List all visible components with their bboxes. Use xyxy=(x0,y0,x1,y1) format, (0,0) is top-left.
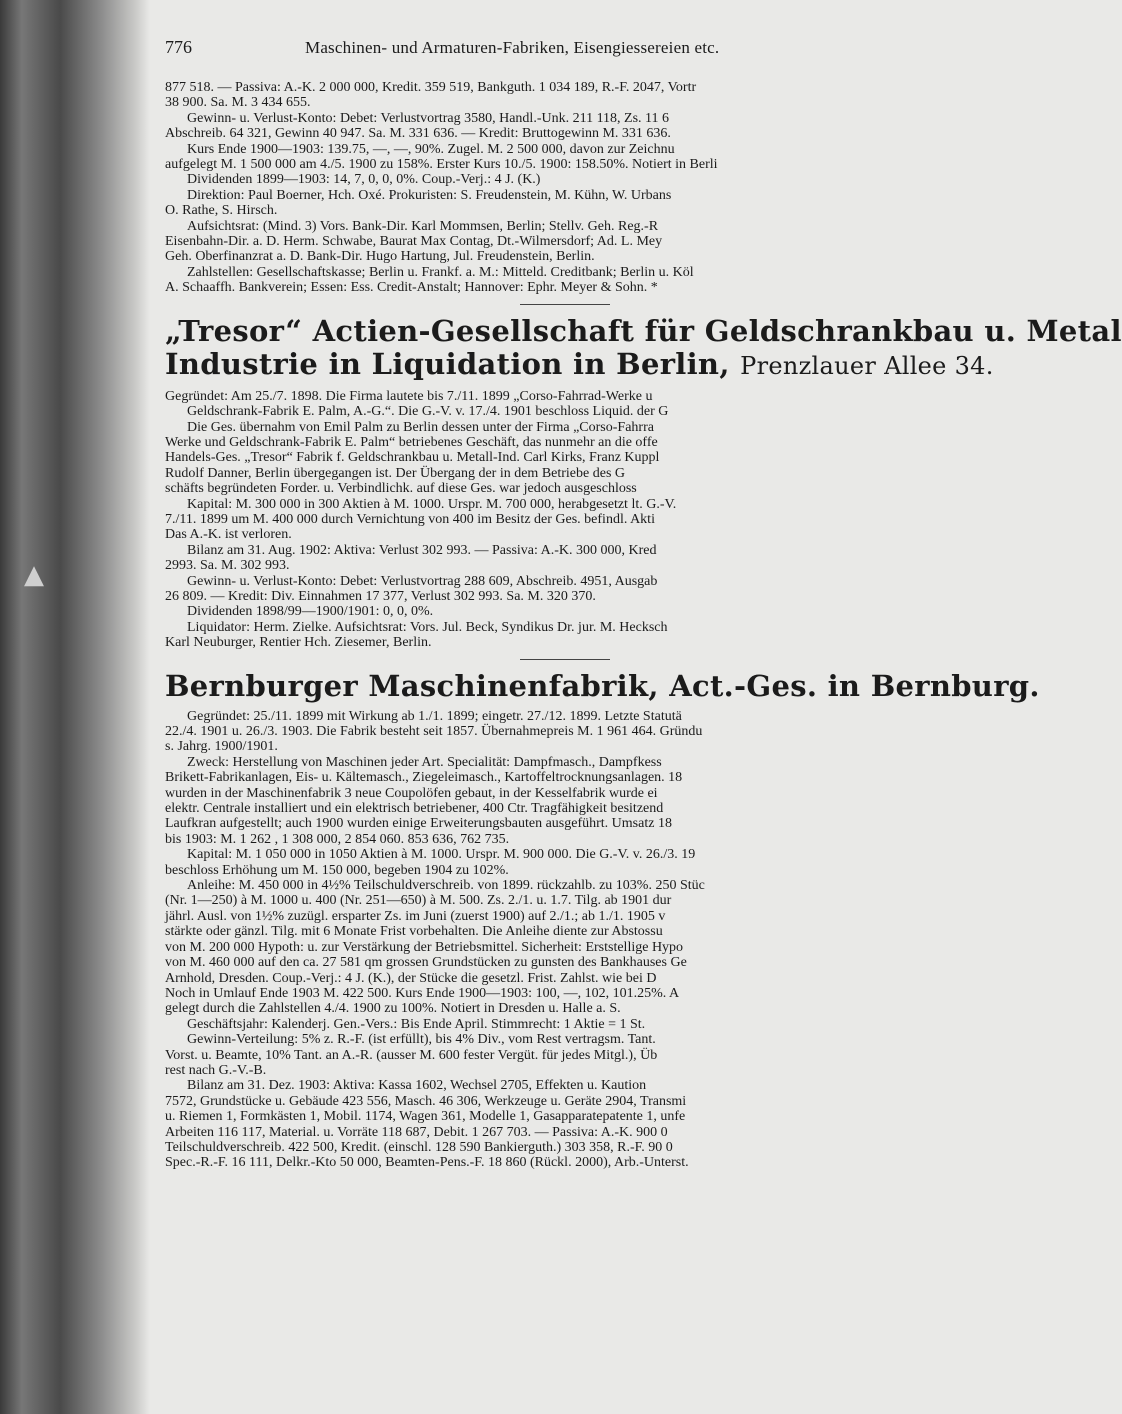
text-line: 26 809. — Kredit: Div. Einnahmen 17 377, Verlust 302 993. Sa. M. 320 370. xyxy=(165,588,596,604)
text-line: 22./4. 1901 u. 26./3. 1903. Die Fabrik besteht seit 1857. Übernahmepreis M. 1 961 464. Gründu xyxy=(165,724,703,739)
page-number: 776 xyxy=(165,37,192,57)
text-line: Die Ges. übernahm von Emil Palm zu Berlin dessen unter der Firma „Corso-Fahrra xyxy=(187,419,654,435)
text-line: Bilanz am 31. Dez. 1903: Aktiva: Kassa 1602, Wechsel 2705, Effekten u. Kaution xyxy=(187,1078,647,1094)
text-line: Werke und Geldschrank-Fabrik E. Palm“ betriebenes Geschäft, das nunmehr an die offe xyxy=(165,434,658,450)
text-line: 7./11. 1899 um M. 400 000 durch Vernichtung von 400 im Besitz der Ges. befindl. Akti xyxy=(165,511,655,527)
text-line: u. Riemen 1, Formkästen 1, Mobil. 1174, Wagen 361, Modelle 1, Gasapparatepatente 1, unfe xyxy=(165,1109,686,1125)
text-line: Zahlstellen: Gesellschaftskasse; Berlin u. Frankf. a. M.: Mitteld. Creditbank; Berlin u. Köl xyxy=(187,264,694,280)
text-line: Handels-Ges. „Tresor“ Fabrik f. Geldschrankbau u. Metall-Ind. Carl Kirks, Franz Kuppl xyxy=(165,450,660,466)
text-line: wurden in der Maschinenfabrik 3 neue Coupolöfen gebaut, in der Kesselfabrik wurde ei xyxy=(165,785,658,801)
text-line: Aufsichtsrat: (Mind. 3) Vors. Bank-Dir. Karl Mommsen, Berlin; Stellv. Geh. Reg.-R xyxy=(187,218,659,234)
section-previous-company xyxy=(165,80,965,296)
text-line: Dividenden 1899—1903: 14, 7, 0, 0, 0%. Coup.-Verj.: 4 J. (K.) xyxy=(187,172,541,188)
text-line: 7572, Grundstücke u. Gebäude 423 556, Masch. 46 306, Werkzeuge u. Geräte 2904, Transmi xyxy=(165,1093,687,1109)
section-tresor xyxy=(165,313,1122,651)
text-line: Das A.-K. ist verloren. xyxy=(165,527,292,543)
company-address: Prenzlauer Allee 34. xyxy=(740,351,994,380)
text-line: Rudolf Danner, Berlin übergegangen ist. Der Übergang der in dem Betriebe des G xyxy=(165,465,626,481)
company-heading: Bernburger Maschinenfabrik, Act.-Ges. in Bernburg. xyxy=(165,668,1040,703)
text-line: Geschäftsjahr: Kalenderj. Gen.-Vers.: Bis Ende April. Stimmrecht: 1 Aktie = 1 St. xyxy=(187,1016,646,1032)
text-line: Vorst. u. Beamte, 10% Tant. an A.-R. (ausser M. 600 fester Vergüt. für jedes Mitgl.), Üb xyxy=(165,1047,658,1063)
text-line: Abschreib. 64 321, Gewinn 40 947. Sa. M. 331 636. — Kredit: Bruttogewinn M. 331 636. xyxy=(165,126,671,142)
text-line: Gewinn-Verteilung: 5% z. R.-F. (ist erfüllt), bis 4% Div., vom Rest vertragsm. Tant. xyxy=(187,1032,656,1048)
text-line: beschloss Erhöhung um M. 150 000, begeben 1904 zu 102%. xyxy=(165,862,509,878)
text-line: von M. 460 000 auf den ca. 27 581 qm grossen Grundstücken zu gunsten des Bankhauses Ge xyxy=(165,955,687,971)
text-line: von M. 200 000 Hypoth: u. zur Verstärkung der Betriebsmittel. Sicherheit: Erststellige Hypo xyxy=(165,939,684,955)
text-line: Karl Neuburger, Rentier Hch. Ziesemer, Berlin. xyxy=(165,635,432,651)
company-heading-name: Industrie in Liquidation in Berlin, xyxy=(165,346,730,381)
text-line: s. Jahrg. 1900/1901. xyxy=(165,739,278,755)
text-line: Kapital: M. 300 000 in 300 Aktien à M. 1000. Urspr. M. 700 000, herabgesetzt lt. G.-V. xyxy=(187,496,677,512)
text-line: Zweck: Herstellung von Maschinen jeder Art. Specialität: Dampfmasch., Dampfkess xyxy=(187,754,662,770)
text-line: schäfts begründeten Forder. u. Verbindlichk. auf diese Ges. war jedoch ausgeschloss xyxy=(165,481,637,497)
text-line: Eisenbahn-Dir. a. D. Herm. Schwabe, Baurat Max Contag, Dt.-Wilmersdorf; Ad. L. Mey xyxy=(165,234,663,250)
text-line: Bilanz am 31. Aug. 1902: Aktiva: Verlust 302 993. — Passiva: A.-K. 300 000, Kred xyxy=(187,542,657,558)
text-line: Laufkran aufgestellt; auch 1900 wurden einige Erweiterungsbauten ausgeführt. Umsatz 18 xyxy=(165,816,672,832)
text-line: Teilschuldverschreib. 422 500, Kredit. (einschl. 128 590 Bankierguth.) 303 358, R.-F. 90 0 xyxy=(165,1139,673,1155)
text-line: (Nr. 1—250) à M. 1000 u. 400 (Nr. 251—650) à M. 500. Zs. 2./1. u. 1.7. Tilg. ab 1901 dur xyxy=(165,893,672,909)
document-page xyxy=(165,37,1122,1171)
text-line: Spec.-R.-F. 16 111, Delkr.-Kto 50 000, Beamten-Pens.-F. 18 860 (Rückl. 2000), Arb.-Unterst. xyxy=(165,1155,689,1171)
text-line: Noch in Umlauf Ende 1903 M. 422 500. Kurs Ende 1900—1903: 100, —, 102, 101.25%. A xyxy=(165,985,680,1001)
text-line: A. Schaaffh. Bankverein; Essen: Ess. Credit-Anstalt; Hannover: Ephr. Meyer & Sohn. * xyxy=(165,280,658,296)
company-heading-line2 xyxy=(165,346,994,383)
text-line: 877 518. — Passiva: A.-K. 2 000 000, Kredit. 359 519, Bankguth. 1 034 189, R.-F. 2047, Vortr xyxy=(165,80,697,95)
text-line: Geh. Oberfinanzrat a. D. Bank-Dir. Hugo Hartung, Jul. Freudenstein, Berlin. xyxy=(165,249,595,265)
running-head xyxy=(165,37,965,80)
text-line: Kapital: M. 1 050 000 in 1050 Aktien à M. 1000. Urspr. M. 900 000. Die G.-V. v. 26./3. 19 xyxy=(187,847,696,863)
text-line: Arbeiten 116 117, Material. u. Vorräte 118 687, Debit. 1 267 703. — Passiva: A.-K. 900 0 xyxy=(165,1124,668,1140)
section-bernburger xyxy=(165,668,1040,1171)
text-line: Gewinn- u. Verlust-Konto: Debet: Verlustvortrag 288 609, Abschreib. 4951, Ausgab xyxy=(187,573,658,589)
text-line: gelegt durch die Zahlstellen 4./4. 1900 zu 100%. Notiert in Dresden u. Halle a. S. xyxy=(165,1001,621,1017)
separator-rule xyxy=(520,304,610,305)
text-line: Anleihe: M. 450 000 in 4½% Teilschuldverschreib. von 1899. rückzahlb. zu 103%. 250 Stüc xyxy=(187,878,705,894)
scan-binding-edge xyxy=(0,0,150,1414)
company-heading-line1: „Tresor“ Actien-Gesellschaft für Geldschrankbau u. Metal xyxy=(165,313,1122,348)
text-line: aufgelegt M. 1 500 000 am 4./5. 1900 zu 158%. Erster Kurs 10./5. 1900: 158.50%. Notiert in Berli xyxy=(165,157,718,173)
text-line: rest nach G.-V.-B. xyxy=(165,1062,267,1078)
running-title: Maschinen- und Armaturen-Fabriken, Eisengiessereien etc. xyxy=(305,38,720,57)
text-line: 2993. Sa. M. 302 993. xyxy=(165,558,290,574)
text-line: Geldschrank-Fabrik E. Palm, A.-G.“. Die G.-V. v. 17./4. 1901 beschloss Liquid. der G xyxy=(187,404,669,420)
text-line: 38 900. Sa. M. 3 434 655. xyxy=(165,95,311,111)
text-line: elektr. Centrale installiert und ein elektrisch betriebener, 400 Ctr. Tragfähigkeit besitzend xyxy=(165,801,664,817)
separator-rule xyxy=(520,659,610,660)
text-line: O. Rathe, S. Hirsch. xyxy=(165,203,278,219)
text-line: Kurs Ende 1900—1903: 139.75, —, —, 90%. Zugel. M. 2 500 000, davon zur Zeichnu xyxy=(187,141,675,157)
text-line: Gegründet: Am 25./7. 1898. Die Firma lautete bis 7./11. 1899 „Corso-Fahrrad-Werke u xyxy=(165,388,653,404)
text-line: Gegründet: 25./11. 1899 mit Wirkung ab 1./1. 1899; eingetr. 27./12. 1899. Letzte Statutä xyxy=(187,708,682,724)
text-line: Brikett-Fabrikanlagen, Eis- u. Kältemasch., Ziegeleimasch., Kartoffeltrocknungsanlagen. 18 xyxy=(165,770,683,786)
text-line: Dividenden 1898/99—1900/1901: 0, 0, 0%. xyxy=(187,604,434,620)
text-line: Arnhold, Dresden. Coup.-Verj.: 4 J. (K.), der Stücke die gesetzl. Frist. Zahlst. wie bei D xyxy=(165,970,657,986)
arrow-mark-icon: ▲ xyxy=(24,560,44,590)
text-line: stärkte oder gänzl. Tilg. mit 6 Monate Frist vorbehalten. Die Anleihe diente zur Abstossu xyxy=(165,924,663,940)
text-line: bis 1903: M. 1 262 , 1 308 000, 2 854 060. 853 636, 762 735. xyxy=(165,831,510,847)
text-line: Gewinn- u. Verlust-Konto: Debet: Verlustvortrag 3580, Handl.-Unk. 211 118, Zs. 11 6 xyxy=(187,110,670,126)
text-line: Liquidator: Herm. Zielke. Aufsichtsrat: Vors. Jul. Beck, Syndikus Dr. jur. M. Hecksch xyxy=(187,619,668,635)
text-line: jährl. Ausl. von 1½% zuzügl. ersparter Zs. im Juni (zuerst 1900) auf 2./1.; ab 1./1. 1905 v xyxy=(165,908,666,924)
text-line: Direktion: Paul Boerner, Hch. Oxé. Prokuristen: S. Freudenstein, M. Kühn, W. Urbans xyxy=(187,187,672,203)
